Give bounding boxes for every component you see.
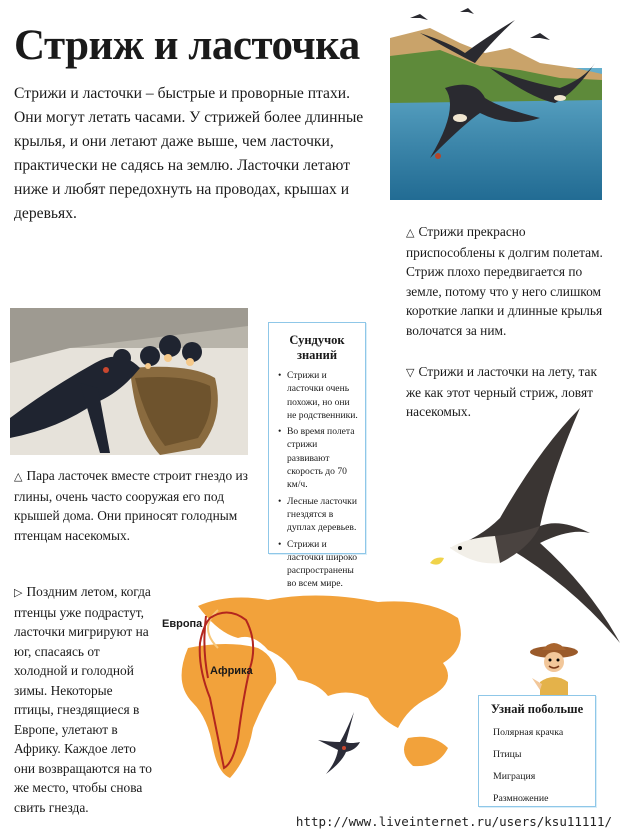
learn-more-title: Узнай побольше [490, 702, 584, 716]
knowledge-item: • Стрижи и ласточки очень похожи, но они не родственники. [287, 369, 359, 422]
intro-paragraph: Стрижи и ласточки – быстрые и проворные птахи. Они могут летать часами. У стрижей более длинные крылья, и они летают даже выше, чем ласточки, практически не садясь на землю. Ласточки летают ниже и любят передохнуть на проводах, крышах и деревьях. [14, 85, 364, 222]
caption-nest [14, 466, 256, 545]
knowledge-item: • Стрижи и ласточки широко распространены во всем мире. [287, 538, 359, 591]
caption-swift-legs [406, 222, 606, 340]
learn-more-link-item[interactable]: Полярная крачка [493, 727, 564, 738]
knowledge-item: • Лесные ласточки гнездятся в дуплах деревьев. [287, 495, 359, 535]
caption-flight-feed-text: Стрижи и ласточки на лету, так же как этот черный стриж, ловят насекомых. [406, 364, 597, 419]
caption-migration [14, 582, 154, 817]
knowledge-box-title: Сундучок знаний [289, 333, 345, 362]
map-label-africa: Африка [210, 665, 253, 677]
knowledge-item: • Во время полета стрижи развивают скорость до 70 км/ч. [287, 425, 359, 491]
footer-url[interactable]: http://www.liveinternet.ru/users/ksu11111/ [295, 814, 612, 829]
caption-migration-text: Поздним летом, когда птенцы уже подрастут, ласточки мигрируют на юг, спасаясь от холодной и голодной зимы. Некоторые птицы, гнездящиеся в Европе, улетают в Африку. Каждое лето они возвращаются на то же место, чтобы снова свить гнезда. [14, 584, 152, 815]
swallow-nest-photo [10, 308, 248, 455]
caption-swift-legs-text: Стрижи прекрасно приспособлены к долгим полетам. Стриж плохо передвигается по земле, потому что у него слишком короткие лапки и длинные крылья волочатся за ним. [406, 224, 603, 338]
triangle-up-icon: △ [406, 226, 415, 239]
explorer-character-illustration [526, 638, 582, 700]
flying-swallow-illustration [316, 712, 362, 776]
sea-swifts-photo [390, 8, 602, 200]
learn-more-list [485, 723, 589, 808]
map-label-europe: Европа [162, 618, 203, 630]
caption-nest-text: Пара ласточек вместе строит гнездо из глины, очень часто сооружая его под крышей дома. Они приносят голодным птенцам насекомых. [14, 468, 248, 543]
learn-more-link-item[interactable]: Миграция [493, 771, 536, 782]
triangle-right-icon: ▷ [14, 586, 23, 599]
learn-more-link-item[interactable]: Размножение [493, 793, 549, 804]
triangle-down-icon: ▽ [406, 366, 415, 379]
migration-map [158, 588, 470, 788]
learn-more-box [478, 695, 596, 807]
triangle-up-icon: △ [14, 470, 23, 483]
page-title: Стриж и ласточка [14, 22, 360, 69]
learn-more-link-item[interactable]: Птицы [493, 749, 522, 760]
knowledge-box [268, 322, 366, 590]
knowledge-list [275, 369, 359, 591]
